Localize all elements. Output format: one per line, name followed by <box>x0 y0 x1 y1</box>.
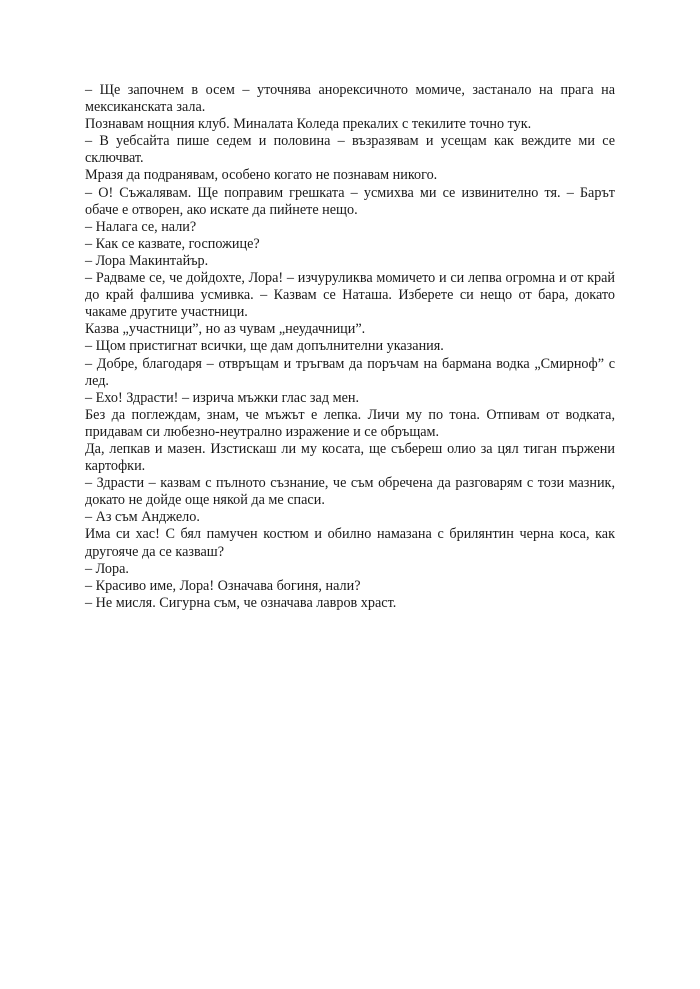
paragraph: – Радваме се, че дойдохте, Лора! – изчуруликва момичето и си лепва огромна и от край до край фалшива усмивка. – Казвам се Наташа. Изберете си нещо от бара, докато чакаме другите участници. <box>85 270 615 321</box>
paragraph: – Налага се, нали? <box>85 218 197 235</box>
paragraph: – Здрасти – казвам с пълното съзнание, че съм обречена да разговарям с този мазник, докато не дойде още някой да ме спаси. <box>85 475 615 509</box>
paragraph: – В уебсайта пише седем и половина – възразявам и усещам как веждите ми се сключват. <box>85 133 615 167</box>
paragraph: – Аз съм Анджело. <box>85 509 200 526</box>
paragraph: Мразя да подранявам, особено когато не познавам никого. <box>85 167 438 184</box>
paragraph: – Ще започнем в осем – уточнява анорексичното момиче, застанало на прага на мексиканската зала. <box>85 82 615 116</box>
paragraph: Познавам нощния клуб. Миналата Коледа прекалих с текилите точно тук. <box>85 116 532 133</box>
paragraph: – Щом пристигнат всички, ще дам допълнителни указания. <box>85 338 444 355</box>
paragraph: – О! Съжалявам. Ще поправим грешката – усмихва ми се извинително тя. – Барът обаче е отворен, ако искате да пийнете нещо. <box>85 184 615 218</box>
paragraph: – Ехо! Здрасти! – изрича мъжки глас зад мен. <box>85 389 360 406</box>
paragraph: Казва „участници”, но аз чувам „неудачници”. <box>85 321 366 338</box>
paragraph: – Не мисля. Сигурна съм, че означава лавров храст. <box>85 594 397 611</box>
paragraph: – Добре, благодаря – отвръщам и тръгвам да поръчам на бармана водка „Смирноф” с лед. <box>85 355 615 389</box>
paragraph: – Лора Макинтайър. <box>85 252 209 269</box>
body-text <box>85 82 615 612</box>
paragraph: Има си хас! С бял памучен костюм и обилно намазана с брилянтин черна коса, как другояче да се казваш? <box>85 526 615 560</box>
paragraph: – Как се казвате, госпожице? <box>85 235 260 252</box>
paragraph: – Лора. <box>85 560 129 577</box>
paragraph: – Красиво име, Лора! Означава богиня, нали? <box>85 577 361 594</box>
paragraph: Да, лепкав и мазен. Изстискаш ли му косата, ще събереш олио за цял тиган пържени картофки. <box>85 440 615 475</box>
paragraph: Без да поглеждам, знам, че мъжът е лепка. Личи му по тона. Отпивам от водката, придавам си любезно-неутрално изражение и се обръщам. <box>85 406 615 440</box>
